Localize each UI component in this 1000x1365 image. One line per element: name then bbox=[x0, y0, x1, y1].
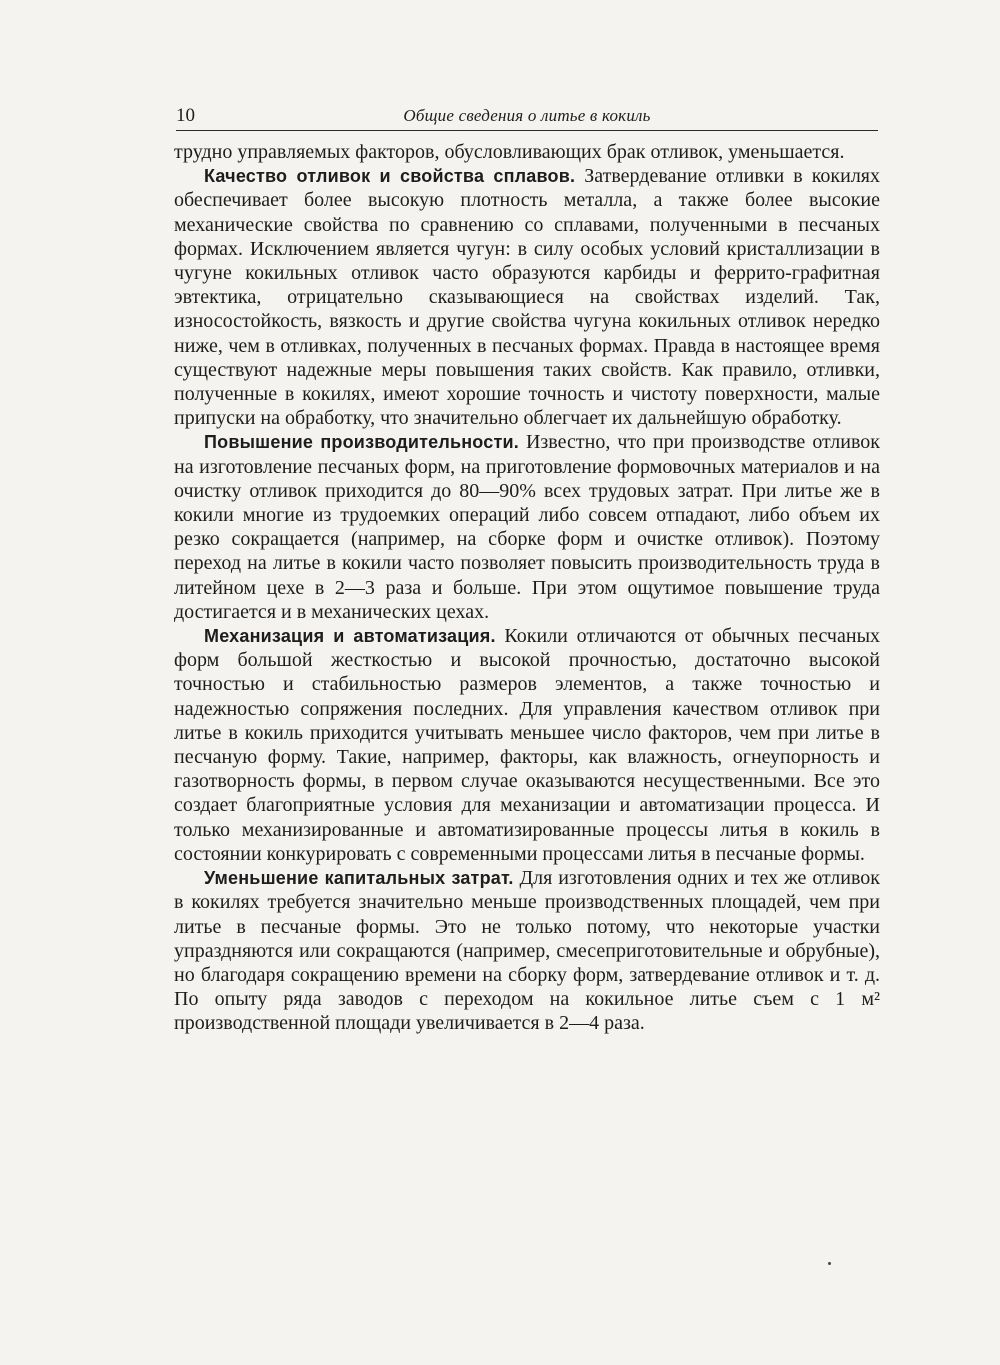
paragraph-heading: Уменьшение капитальных затрат. bbox=[204, 868, 514, 889]
paragraph-text: трудно управляемых факторов, обусловливающих брак отливок, уменьшается. bbox=[174, 141, 845, 163]
running-head bbox=[176, 104, 878, 131]
paragraph-text: Для изготовления одних и тех же отливок в кокилях требуется значительно меньше производственных площадей, чем при литье в песчаные формы. Это не только потому, что некоторые участки упраздняются или сокращаются (например, смесеприготовительные и обрубные), но благодаря сокращению времени на сборку форм, затвердевание отливок и т. д. По опыту ряда заводов с переходом на кокильное литье съем с 1 м² производственной площади увеличивается в 2—4 раза. bbox=[174, 867, 881, 1035]
print-speck bbox=[828, 1262, 831, 1265]
paragraph-text: Затвердевание отливки в кокилях обеспечивает более высокую плотность металла, а также более высокие механические свойства по сравнению со сплавами, полученными в песчаных формах. Исключением является чугун: в силу особых условий кристаллизации в чугуне кокильных отливок часто образуются карбиды и феррито-графитная эвтектика, отрицательно сказывающиеся на свойствах изделий. Так, износостойкость, вязкость и другие свойства чугуна кокильных отливок нередко ниже, чем в отливках, полученных в песчаных формах. Правда в настоящее время существуют надежные меры повышения таких свойств. Как правило, отливки, полученные в кокилях, имеют хорошие точность и чистоту поверхности, малые припуски на обработку, что значительно облегчает их дальнейшую обработку. bbox=[174, 165, 880, 430]
paragraph-mechanization bbox=[174, 624, 880, 866]
paragraph-text: Известно, что при производстве отливок на изготовление песчаных форм, на приготовление формовочных материалов и на очистку отливок приходится до 80—90% всех трудовых затрат. При литье же в кокили многие из трудоемких операций либо совсем отпадают, либо объем их резко сокращается (например, на сборке форм и очистке отливок). Поэтому переход на литье в кокили часто позволяет повысить производительность труда в литейном цехе в 2—3 раза и больше. При этом ощутимое повышение труда достигается и в механических цехах. bbox=[174, 431, 881, 623]
paragraph-continuation bbox=[174, 140, 880, 164]
paragraph-productivity bbox=[174, 430, 880, 624]
paragraph-heading: Повышение производительности. bbox=[204, 432, 519, 453]
page-number: 10 bbox=[176, 105, 195, 126]
paragraph-heading: Качество отливок и свойства сплавов. bbox=[204, 166, 576, 187]
body-text bbox=[174, 140, 880, 1036]
paragraph-heading: Механизация и автоматизация. bbox=[204, 626, 496, 647]
paragraph-text: Кокили отличаются от обычных песчаных форм большой жесткостью и высокой прочностью, достаточно высокой точностью и стабильностью размеров элементов, а также точностью и надежностью сопряжения последних. Для управления качеством отливок при литье в кокиль приходится учитывать меньшее число факторов, чем при литье в песчаную форму. Такие, например, факторы, как влажность, огнеупорность и газотворность формы, в первом случае оказываются несущественными. Все это создает благоприятные условия для механизации и автоматизации процесса. И только механизированные и автоматизированные процессы литья в кокиль в состоянии конкурировать с современными процессами литья в песчаные формы. bbox=[174, 625, 881, 865]
paragraph-casting-quality bbox=[174, 164, 880, 430]
paragraph-capital-costs bbox=[174, 866, 880, 1035]
running-title: Общие сведения о литье в кокиль bbox=[403, 106, 651, 125]
